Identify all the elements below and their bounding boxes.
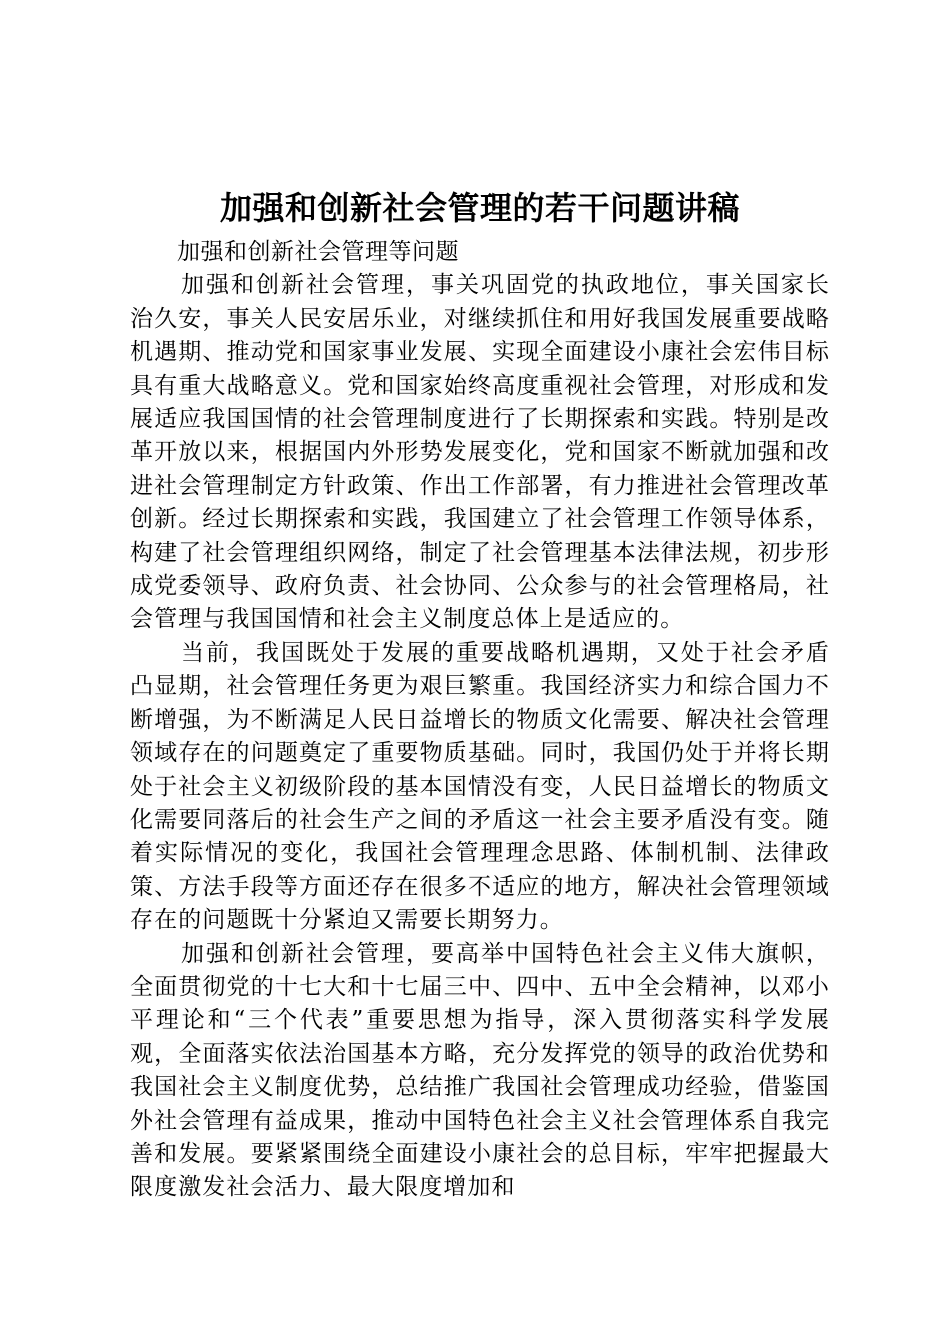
paragraph-1: 加强和创新社会管理，事关巩固党的执政地位，事关国家长治久安，事关人民安居乐业，对继续抓住和用好我国发展重要战略机遇期、推动党和国家事业发展、实现全面建设小康社会宏伟目标具有重大战略意义。党和国家始终高度重视社会管理，对形成和发展适应我国国情的社会管理制度进行了长期探索和实践。特别是改革开放以来，根据国内外形势发展变化，党和国家不断就加强和改进社会管理制定方针政策、作出工作部署，有力推进社会管理改革创新。经过长期探索和实践，我国建立了社会管理工作领导体系，构建了社会管理组织网络，制定了社会管理基本法律法规，初步形成党委领导、政府负责、社会协同、公众参与的社会管理格局，社会管理与我国国情和社会主义制度总体上是适应的。 — [130, 272, 830, 633]
document-body — [130, 236, 830, 1205]
document-title: 加强和创新社会管理的若干问题讲稿 — [219, 189, 740, 227]
paragraph-2: 当前，我国既处于发展的重要战略机遇期，又处于社会矛盾凸显期，社会管理任务更为艰巨繁重。我国经济实力和综合国力不断增强，为不断满足人民日益增长的物质文化需要、解决社会管理领域存在的问题奠定了重要物质基础。同时，我国仍处于并将长期处于社会主义初级阶段的基本国情没有变，人民日益增长的物质文化需要同落后的社会生产之间的矛盾这一社会主要矛盾没有变。随着实际情况的变化，我国社会管理理念思路、体制机制、法律政策、方法手段等方面还存在很多不适应的地方，解决社会管理领域存在的问题既十分紧迫又需要长期努力。 — [130, 639, 830, 934]
document-subtitle: 加强和创新社会管理等问题 — [177, 239, 459, 265]
paragraph-3: 加强和创新社会管理，要高举中国特色社会主义伟大旗帜，全面贯彻党的十七大和十七届三中、四中、五中全会精神，以邓小平理论和“三个代表”重要思想为指导，深入贯彻落实科学发展观，全面落实依法治国基本方略，充分发挥党的领导的政治优势和我国社会主义制度优势，总结推广我国社会管理成功经验，借鉴国外社会管理有益成果，推动中国特色社会主义社会管理体系自我完善和发展。要紧紧围绕全面建设小康社会的总目标，牢牢把握最大限度激发社会活力、最大限度增加和 — [130, 940, 830, 1201]
